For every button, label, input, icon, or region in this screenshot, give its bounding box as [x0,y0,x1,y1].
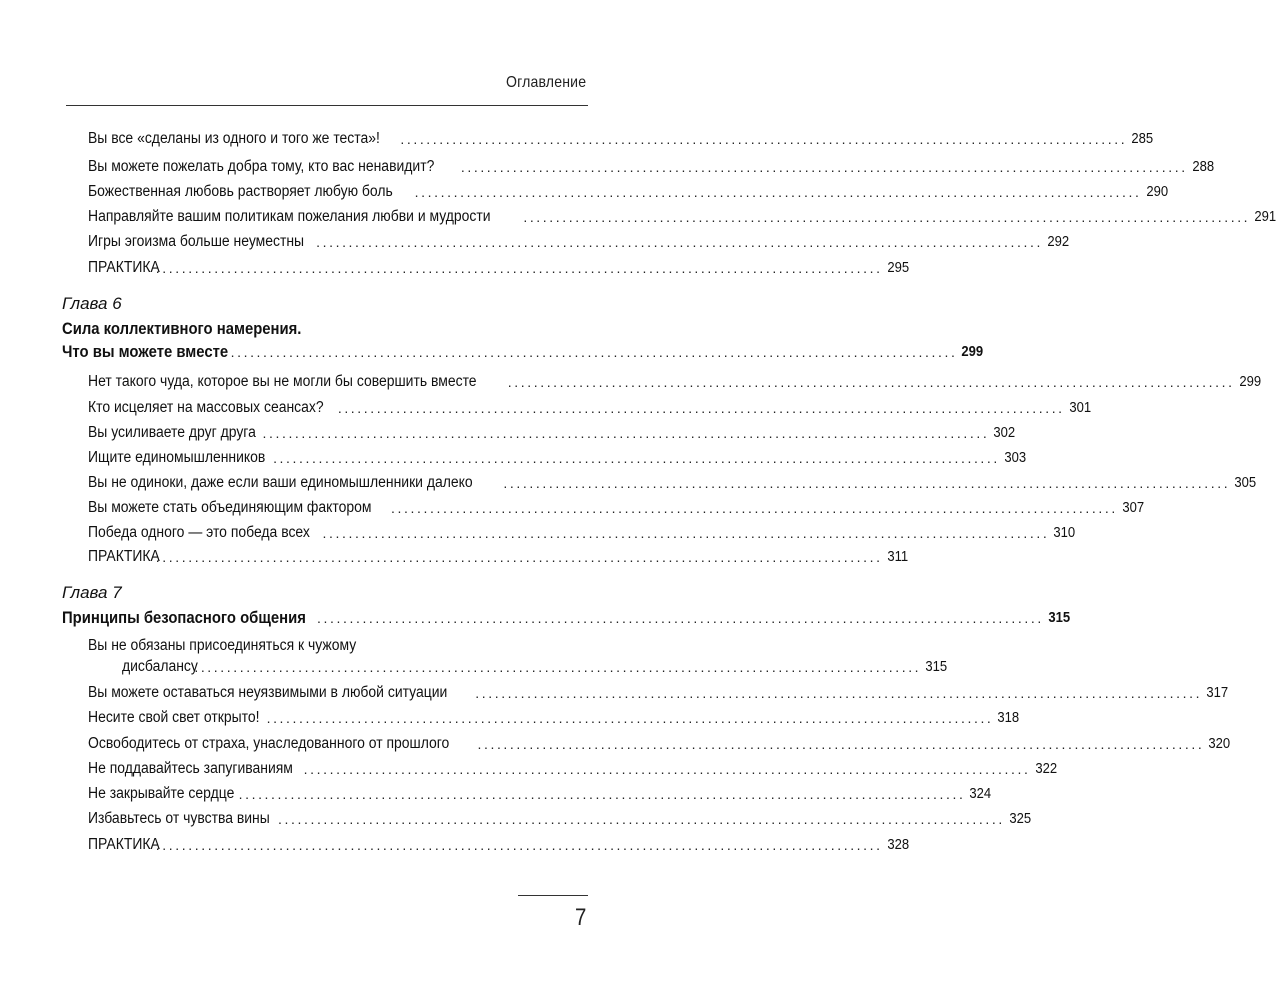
dot-leader: ................................................................................................................ [414,184,1142,200]
toc-entry-title: Несите свой свет открыто! [88,709,260,726]
page-number: 7 [574,904,586,931]
toc-page-number: 320 [1208,736,1231,752]
toc-entry-title: Не закрывайте сердце [88,785,235,802]
dot-leader: ................................................................................................................ [507,374,1235,390]
toc-page-number: 322 [1034,761,1057,777]
dot-leader: ................................................................................................................ [460,159,1188,175]
toc-entry-title: Божественная любовь растворяет любую боль [88,183,393,200]
toc-entry[interactable] [88,128,1154,150]
toc-page-number: 285 [1131,131,1154,147]
toc-page-number: 288 [1192,159,1214,175]
dot-leader: ................................................................................................................ [262,425,990,441]
dot-leader: ................................................................................................................ [303,761,1031,777]
toc-entry[interactable] [88,682,1229,704]
toc-entry[interactable] [88,733,1231,755]
chapter-heading: Сила коллективного намерения. [62,320,302,338]
dot-leader: ................................................................................................................ [278,811,1005,827]
dot-leader: ................................................................................................................ [317,610,1044,626]
dot-leader: ................................................................................................................ [155,260,883,276]
running-head: Оглавление [505,74,586,91]
toc-entry-title: ПРАКТИКА [88,259,160,276]
footer-rule [518,895,588,896]
chapter-title: Принципы безопасного общения [62,609,306,627]
toc-entry-title: Вы не одиноки, даже если ваши единомышленники далеко [88,474,473,491]
dot-leader: ................................................................................................................ [155,549,883,565]
toc-page-number: 317 [1206,685,1229,701]
toc-entry-title: ПРАКТИКА [88,548,160,565]
toc-entry-title: Кто исцеляет на массовых сеансах? [88,399,324,416]
toc-entry[interactable] [88,181,1168,203]
toc-page-number: 318 [997,710,1020,726]
dot-leader: ................................................................................................................ [337,400,1065,416]
dot-leader: ................................................................................................................ [503,475,1231,491]
toc-entry[interactable] [88,834,909,856]
toc-entry[interactable] [88,783,992,805]
toc-page-number: 302 [993,425,1016,441]
toc-entry[interactable] [88,422,1016,444]
toc-page-number: 299 [1239,374,1261,390]
toc-page-number: 328 [887,837,909,853]
chapter-title: Что вы можете вместе [62,343,229,361]
dot-leader: ................................................................................................................ [266,710,994,726]
toc-page-number: 292 [1047,234,1070,250]
chapter-label: Глава 7 [62,583,122,602]
toc-page-number: 291 [1254,209,1276,225]
dot-leader: ................................................................................................................ [475,685,1203,701]
dot-leader: ................................................................................................................ [194,659,922,675]
toc-entry[interactable] [88,808,1032,830]
toc-entry-title: Нет такого чуда, которое вы не могли бы совершить вместе [88,373,477,390]
dot-leader: ................................................................................................................ [238,786,966,802]
dot-leader: ................................................................................................................ [273,450,1000,466]
toc-entry-title: Вы можете стать объединяющим фактором [88,499,372,516]
toc-entry[interactable] [88,397,1091,419]
toc-page-number: 315 [925,659,948,675]
toc-entry[interactable] [88,758,1057,780]
dot-leader: ................................................................................................................ [322,525,1050,541]
chapter-label: Глава 6 [62,294,122,313]
toc-entry-title: Вы можете оставаться неуязвимыми в любой ситуации [88,684,448,701]
toc-entry[interactable] [88,546,908,568]
toc-entry-title: Ищите единомышленников [88,449,266,466]
toc-entry-title: Избавьтесь от чувства вины [88,810,270,827]
toc-entry-title: Вы все «сделаны из одного и того же теста»! [88,130,380,147]
toc-page-number: 305 [1234,475,1257,491]
toc-entry[interactable] [88,707,1020,729]
toc-entry-title: Игры эгоизма больше неуместны [88,233,305,250]
toc-page-number: 295 [887,260,909,276]
toc-entry-title: Вы можете пожелать добра тому, кто вас ненавидит? [88,158,435,175]
chapter-toc-entry[interactable] [62,341,984,363]
toc-page-number: 290 [1145,184,1168,200]
toc-page-number: 325 [1009,811,1032,827]
chapter-toc-entry[interactable] [62,607,1071,629]
dot-leader: ................................................................................................................ [523,209,1251,225]
toc-entry[interactable] [88,522,1076,544]
toc-entry-title: Не поддавайтесь запугиваниям [88,760,293,777]
dot-leader: ................................................................................................................ [316,234,1043,250]
toc-page-number: 307 [1122,500,1145,516]
toc-entry[interactable] [88,257,909,279]
dot-leader: ................................................................................................................ [391,500,1118,516]
toc-entry[interactable] [88,231,1070,253]
toc-entry[interactable] [88,447,1027,469]
toc-entry-title: Победа одного — это победа всех [88,524,310,541]
toc-page-number: 301 [1069,400,1091,416]
toc-entry[interactable] [88,497,1145,519]
toc-entry-title: Вы усиливаете друг друга [88,424,256,441]
toc-page-number: 303 [1004,450,1027,466]
toc-entry[interactable] [88,472,1257,494]
toc-entry-title: Направляйте вашим политикам пожелания любви и мудрости [88,208,491,225]
header-rule [66,105,588,106]
toc-entry-title-line1: Вы не обязаны присоединяться к чужому [88,637,357,654]
dot-leader: ................................................................................................................ [400,131,1128,147]
toc-entry[interactable] [88,206,1276,228]
toc-page-number: 310 [1053,525,1076,541]
dot-leader: ................................................................................................................ [155,837,883,853]
toc-page-number: 324 [969,786,992,802]
toc-entry-title: дисбалансу [122,658,198,675]
dot-leader: ................................................................................................................ [477,736,1205,752]
toc-page-number: 315 [1048,610,1071,626]
toc-page-number: 311 [886,549,908,565]
toc-entry-title: ПРАКТИКА [88,836,160,853]
toc-entry[interactable] [88,156,1214,178]
toc-entry-title: Освободитесь от страха, унаследованного от прошлого [88,735,450,752]
toc-entry[interactable] [88,371,1261,393]
dot-leader: ................................................................................................................ [230,344,958,360]
toc-entry[interactable] [122,656,948,678]
toc-page-number: 299 [961,344,984,360]
